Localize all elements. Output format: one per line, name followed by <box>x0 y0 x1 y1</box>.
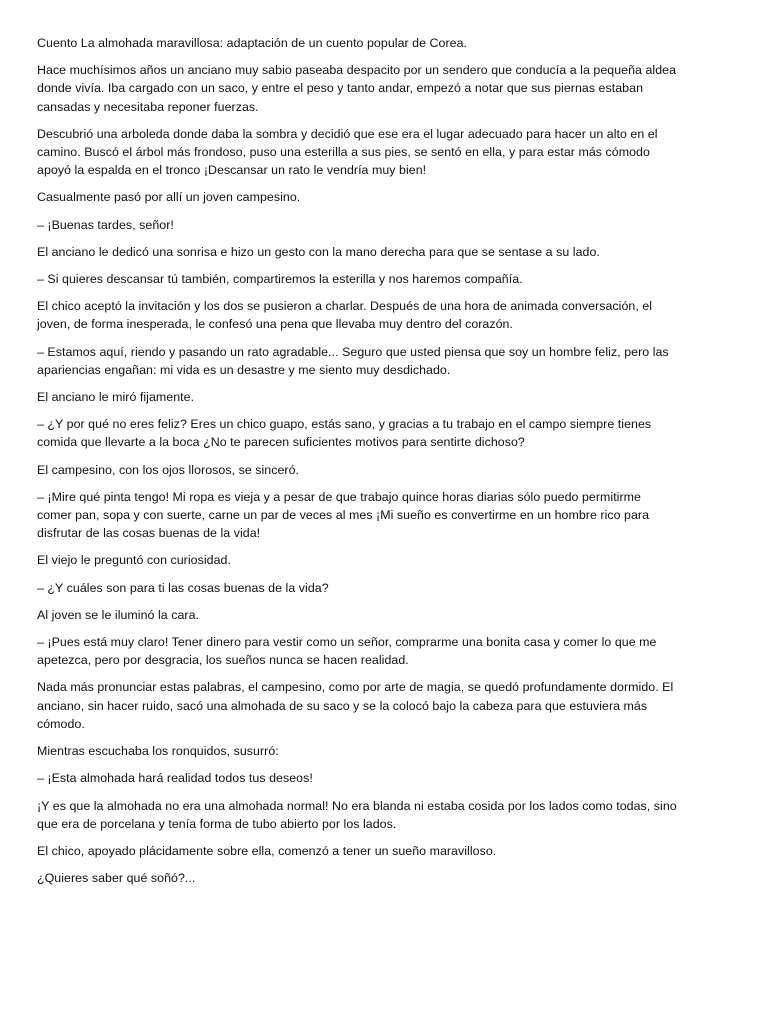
paragraph-21: El chico, apoyado plácidamente sobre ella, comenzó a tener un sueño maravilloso. <box>37 843 497 858</box>
paragraph-10: – ¿Y por qué no eres feliz? Eres un chico guapo, estás sano, y gracias a tu trabajo en el campo siempre tienes comida que llevarte a la boca ¿No te parecen suficientes motivos para sentirte dichoso? <box>37 417 652 450</box>
paragraph-18: Mientras escuchaba los ronquidos, susurró: <box>37 744 279 759</box>
paragraph-6: – Si quieres descansar tú también, compartiremos la esterilla y nos haremos compañía. <box>37 272 523 287</box>
paragraph-2: Descubrió una arboleda donde daba la sombra y decidió que ese era el lugar adecuado para hacer un alto en el camino. Buscó el árbol más frondoso, puso una esterilla a sus pies, se sentó en ella, y para estar más cómodo apoyó la espalda en el tronco ¡Descansar un rato le vendría muy bien! <box>37 126 658 178</box>
paragraph-8: – Estamos aquí, riendo y pasando un rato agradable... Seguro que usted piensa que soy un hombre feliz, pero las apariencias engañan: mi vida es un desastre y me siento muy desdichado. <box>37 344 669 377</box>
paragraph-7: El chico aceptó la invitación y los dos se pusieron a charlar. Después de una hora de animada conversación, el joven, de forma inesperada, le confesó una pena que llevaba muy dentro del corazón. <box>37 299 653 332</box>
document-title: Cuento La almohada maravillosa: adaptación de un cuento popular de Corea. <box>37 36 468 50</box>
paragraph-14: – ¿Y cuáles son para ti las cosas buenas de la vida? <box>37 580 329 595</box>
paragraph-22: ¿Quieres saber qué soñó?... <box>37 871 196 886</box>
paragraph-20: ¡Y es que la almohada no era una almohada normal! No era blanda ni estaba cosida por los lados como todas, sino que era de porcelana y tenía forma de tubo abierto por los lados. <box>37 798 677 831</box>
paragraph-16: – ¡Pues está muy claro! Tener dinero para vestir como un señor, comprarme una bonita casa y comer lo que me apetezca, pero por desgracia, los sueños nunca se hacen realidad. <box>37 635 657 668</box>
paragraph-15: Al joven se le iluminó la cara. <box>37 607 200 622</box>
paragraph-3: Casualmente pasó por allí un joven campesino. <box>37 190 301 205</box>
paragraph-11: El campesino, con los ojos llorosos, se sinceró. <box>37 462 300 477</box>
paragraph-12: – ¡Mire qué pinta tengo! Mi ropa es vieja y a pesar de que trabajo quince horas diarias sólo puedo permitirme comer pan, sopa y con suerte, carne un par de veces al mes ¡Mi sueño es convertirme en un hombre rico para disfrutar de las cosas buenas de la vida! <box>37 489 650 541</box>
paragraph-17: Nada más pronunciar estas palabras, el campesino, como por arte de magia, se quedó profundamente dormido. El anciano, sin hacer ruido, sacó una almohada de su saco y se la colocó bajo la cabeza para que estuviera más cómodo. <box>37 680 674 731</box>
paragraph-4: – ¡Buenas tardes, señor! <box>37 217 174 232</box>
document-page <box>37 34 677 896</box>
paragraph-1: Hace muchísimos años un anciano muy sabio paseaba despacito por un sendero que conducía a la pequeña aldea donde vivía. Iba cargado con un saco, y entre el peso y tanto andar, empezó a notar que sus piernas estaban cansadas y necesitaba reponer fuerzas. <box>37 63 677 114</box>
paragraph-5: El anciano le dedicó una sonrisa e hizo un gesto con la mano derecha para que se sentase a su lado. <box>37 244 600 259</box>
paragraph-19: – ¡Esta almohada hará realidad todos tus deseos! <box>37 771 313 786</box>
paragraph-13: El viejo le preguntó con curiosidad. <box>37 553 231 568</box>
paragraph-9: El anciano le miró fijamente. <box>37 390 195 405</box>
